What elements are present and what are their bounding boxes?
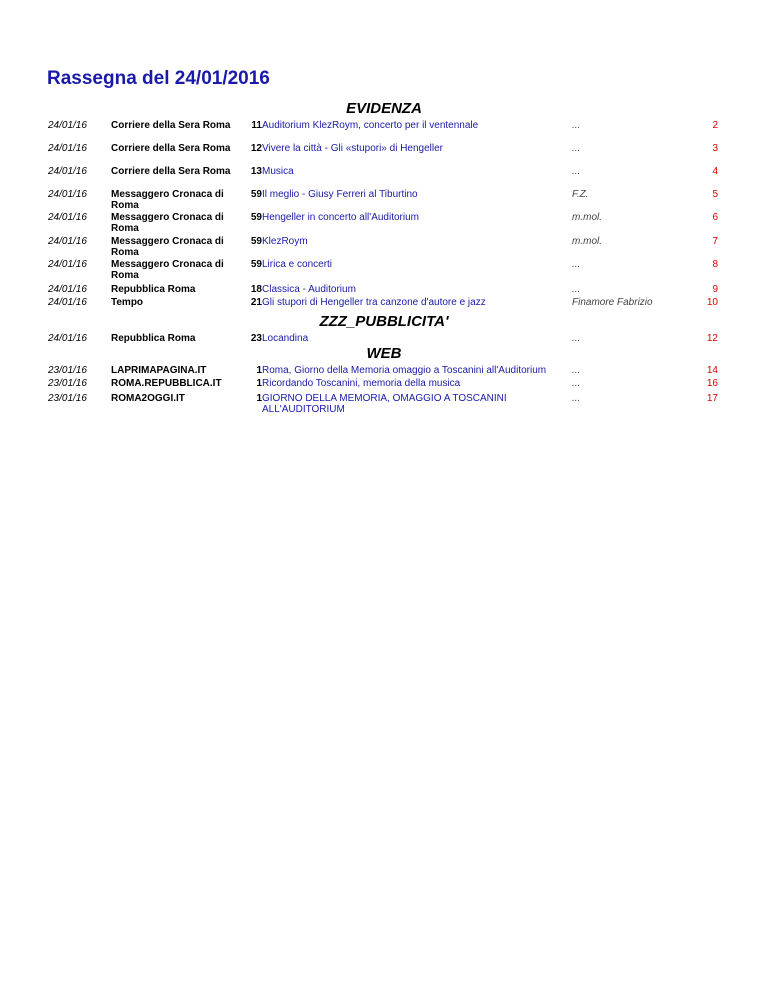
row-number: 7 bbox=[712, 236, 718, 247]
row-date: 24/01/16 bbox=[48, 120, 87, 131]
row-page: 23 bbox=[250, 333, 262, 344]
row-date: 24/01/16 bbox=[48, 143, 87, 154]
row-title-link[interactable]: Ricordando Toscanini, memoria della musica bbox=[262, 378, 461, 389]
row-number: 12 bbox=[706, 333, 718, 344]
row-number: 3 bbox=[712, 143, 718, 154]
row-title-link[interactable]: Locandina bbox=[262, 333, 309, 344]
row-source: Corriere della Sera Roma bbox=[111, 166, 231, 177]
row-page: 1 bbox=[256, 378, 262, 389]
row-source: Repubblica Roma bbox=[111, 333, 196, 344]
row-source: Tempo bbox=[111, 297, 144, 308]
row-source: Messaggero Cronaca di Roma bbox=[111, 189, 224, 211]
table-row[interactable] bbox=[0, 212, 768, 234]
row-author: ... bbox=[572, 166, 581, 177]
row-page: 21 bbox=[250, 297, 262, 308]
row-page: 18 bbox=[250, 284, 262, 295]
row-source: Messaggero Cronaca di Roma bbox=[111, 212, 224, 234]
row-number: 4 bbox=[712, 166, 718, 177]
table-row[interactable] bbox=[0, 143, 768, 165]
row-author: m.mol. bbox=[572, 212, 602, 223]
table-row[interactable] bbox=[0, 166, 768, 188]
row-source: ROMA.REPUBBLICA.IT bbox=[111, 378, 222, 389]
section-heading: EVIDENZA bbox=[346, 100, 422, 117]
row-author: ... bbox=[572, 143, 581, 154]
row-author: ... bbox=[572, 259, 581, 270]
table-row[interactable] bbox=[0, 120, 768, 142]
row-source: Corriere della Sera Roma bbox=[111, 143, 231, 154]
row-author: F.Z. bbox=[572, 189, 589, 200]
row-page: 59 bbox=[250, 189, 262, 200]
row-number: 16 bbox=[706, 378, 718, 389]
row-page: 1 bbox=[256, 393, 262, 404]
row-date: 24/01/16 bbox=[48, 189, 87, 200]
row-date: 24/01/16 bbox=[48, 284, 87, 295]
row-page: 1 bbox=[256, 365, 262, 376]
row-title-link[interactable]: Roma, Giorno della Memoria omaggio a Toscanini all'Auditorium bbox=[262, 365, 547, 376]
row-number: 2 bbox=[712, 120, 718, 131]
row-number: 9 bbox=[712, 284, 718, 295]
row-title-link[interactable]: KlezRoym bbox=[262, 236, 308, 247]
row-source: Repubblica Roma bbox=[111, 284, 196, 295]
row-number: 14 bbox=[706, 365, 718, 376]
row-date: 24/01/16 bbox=[48, 333, 87, 344]
row-number: 8 bbox=[712, 259, 718, 270]
row-title-link[interactable]: Auditorium KlezRoym, concerto per il ventennale bbox=[262, 120, 479, 131]
section-heading: ZZZ_PUBBLICITA' bbox=[319, 313, 449, 330]
row-page: 59 bbox=[250, 236, 262, 247]
row-source: LAPRIMAPAGINA.IT bbox=[111, 365, 207, 376]
row-number: 10 bbox=[706, 297, 718, 308]
row-author: Finamore Fabrizio bbox=[572, 297, 653, 308]
row-author: ... bbox=[572, 284, 581, 295]
table-row[interactable] bbox=[0, 189, 768, 211]
row-source: Messaggero Cronaca di Roma bbox=[111, 236, 224, 258]
row-number: 17 bbox=[706, 393, 718, 404]
row-date: 24/01/16 bbox=[48, 259, 87, 270]
table-row[interactable] bbox=[0, 393, 768, 415]
row-date: 23/01/16 bbox=[48, 365, 87, 376]
row-page: 12 bbox=[250, 143, 262, 154]
table-row[interactable] bbox=[0, 236, 768, 258]
row-author: ... bbox=[572, 365, 581, 376]
row-number: 6 bbox=[712, 212, 718, 223]
row-title-link[interactable]: GIORNO DELLA MEMORIA, OMAGGIO A TOSCANINI ALL'AUDITORIUM bbox=[262, 393, 507, 415]
row-number: 5 bbox=[712, 189, 718, 200]
table-row[interactable] bbox=[0, 259, 768, 281]
row-page: 59 bbox=[250, 259, 262, 270]
section-heading: WEB bbox=[366, 345, 402, 362]
row-source: Messaggero Cronaca di Roma bbox=[111, 259, 224, 281]
row-date: 24/01/16 bbox=[48, 166, 87, 177]
row-title-link[interactable]: Hengeller in concerto all'Auditorium bbox=[262, 212, 419, 223]
row-title-link[interactable]: Gli stupori di Hengeller tra canzone d'autore e jazz bbox=[262, 297, 486, 308]
row-date: 24/01/16 bbox=[48, 297, 87, 308]
row-author: ... bbox=[572, 393, 581, 404]
row-date: 23/01/16 bbox=[48, 378, 87, 389]
row-date: 24/01/16 bbox=[48, 236, 87, 247]
row-title-link[interactable]: Lirica e concerti bbox=[262, 259, 333, 270]
row-author: ... bbox=[572, 333, 581, 344]
row-title-link[interactable]: Vivere la città - Gli «stupori» di Hengeller bbox=[262, 143, 444, 154]
row-date: 23/01/16 bbox=[48, 393, 87, 404]
row-title-link[interactable]: Classica - Auditorium bbox=[262, 284, 356, 295]
row-source: ROMA2OGGI.IT bbox=[111, 393, 185, 404]
row-page: 59 bbox=[250, 212, 262, 223]
row-source: Corriere della Sera Roma bbox=[111, 120, 231, 131]
page-title: Rassegna del 24/01/2016 bbox=[47, 68, 270, 89]
row-page: 11 bbox=[251, 120, 262, 131]
row-author: m.mol. bbox=[572, 236, 602, 247]
row-page: 13 bbox=[250, 166, 262, 177]
row-title-link[interactable]: Musica bbox=[262, 166, 294, 177]
row-author: ... bbox=[572, 120, 581, 131]
row-author: ... bbox=[572, 378, 581, 389]
row-date: 24/01/16 bbox=[48, 212, 87, 223]
row-title-link[interactable]: Il meglio - Giusy Ferreri al Tiburtino bbox=[262, 189, 418, 200]
